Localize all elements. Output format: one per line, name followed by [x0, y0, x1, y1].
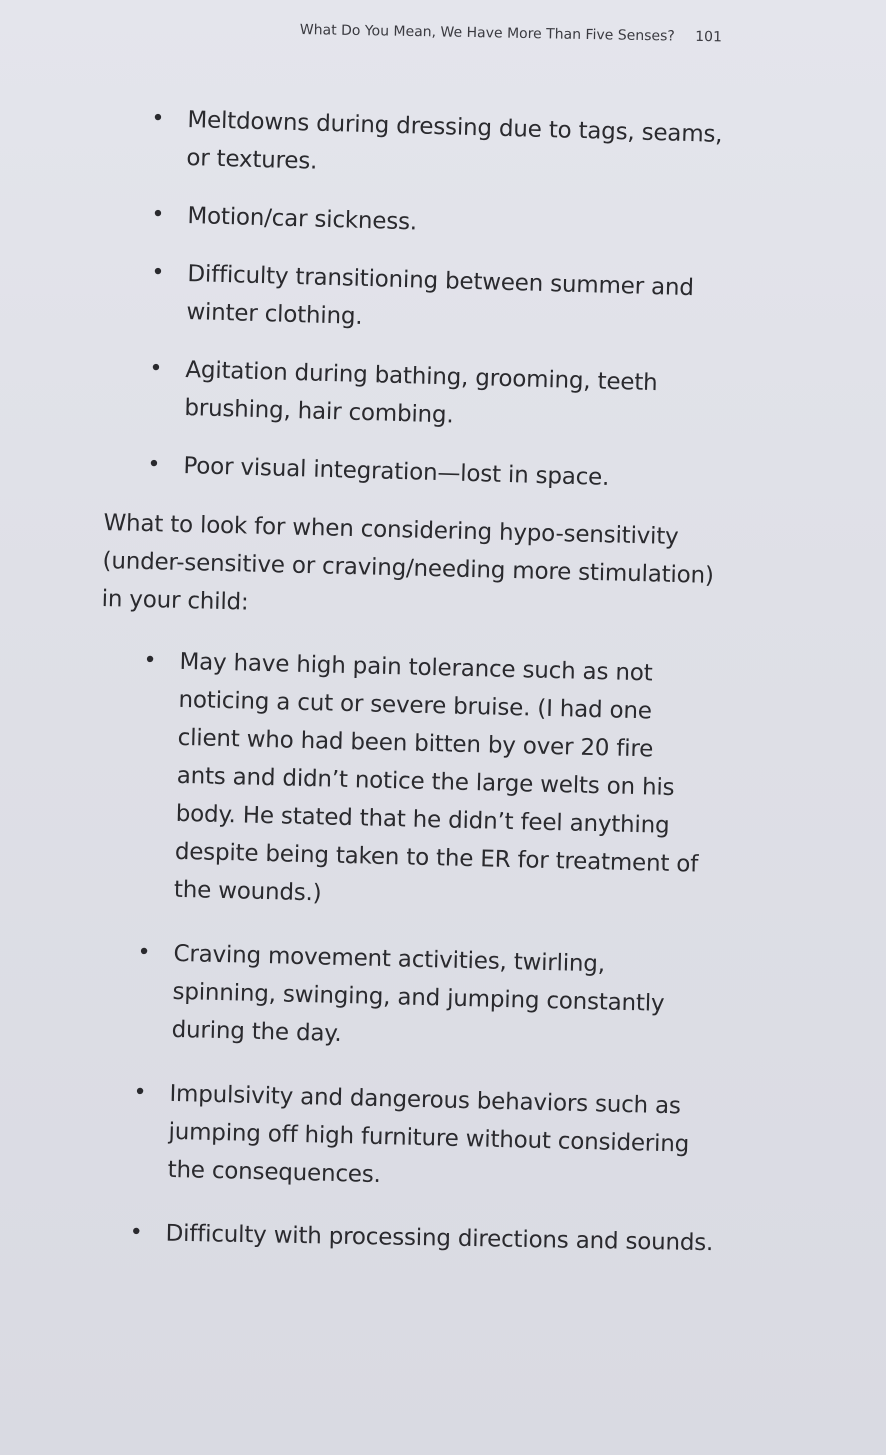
list-item-text: Agitation during bathing, grooming, teeth brushing, hair combing. [184, 357, 658, 429]
list-item [150, 254, 732, 346]
list-item-text: Impulsivity and dangerous behaviors such as jumping off high furniture without considering the consequences. [167, 1080, 690, 1189]
list-item [151, 196, 732, 250]
bullet-icon: • [149, 355, 163, 382]
list-item-text: Difficulty transitioning between summer and winter clothing. [186, 261, 695, 330]
bullet-icon: • [133, 1079, 147, 1106]
list-item-text: Poor visual integration—lost in space. [183, 453, 610, 491]
list-item-text: Motion/car sickness. [187, 203, 418, 236]
list-item-text: Difficulty with processing directions and sounds. [165, 1220, 714, 1257]
running-title: What Do You Mean, We Have More Than Five Senses? [299, 22, 675, 45]
bullet-icon: • [137, 939, 151, 966]
list-item [135, 934, 698, 1062]
bullet-icon: • [129, 1219, 143, 1246]
list-item [150, 100, 732, 192]
list-item [129, 1214, 770, 1263]
intro-paragraph: What to look for when considering hypo-sensitivity (under-sensitive or craving/needing more stimulation) in your child: [101, 509, 714, 616]
bullet-icon: • [151, 105, 165, 132]
bullet-icon: • [143, 647, 157, 674]
bullet-icon: • [151, 259, 165, 286]
list-item-text: Craving movement activities, twirling, spinning, swinging, and jumping constantly during the day. [171, 940, 665, 1047]
page-number: 101 [695, 28, 723, 46]
bullet-icon: • [151, 201, 165, 228]
list-item [131, 1074, 700, 1202]
list-item-text: May have high pain tolerance such as not noticing a cut or severe bruise. (I had one client who had been bitten by over 20 fire ants and didn’t notice the large welts on his body. He stated that he didn’t feel anything despite being taken to the ER for treatment of the wounds.) [173, 648, 699, 907]
list-item [147, 446, 728, 500]
list-item [138, 642, 704, 922]
running-head [300, 22, 740, 46]
list-item [148, 350, 730, 442]
list-item-text: Meltdowns during dressing due to tags, seams, or textures. [186, 107, 723, 175]
bullet-icon: • [147, 451, 161, 478]
